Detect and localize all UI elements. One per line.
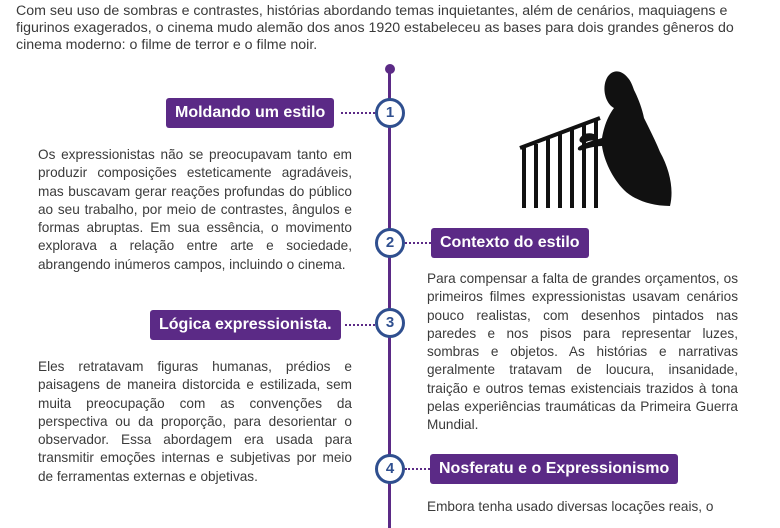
section-1-connector — [341, 112, 375, 114]
section-2-title: Contexto do estilo — [431, 228, 589, 258]
nosferatu-silhouette-illustration — [510, 60, 690, 210]
section-4-marker: 4 — [375, 454, 405, 484]
section-1-title: Moldando um estilo — [166, 98, 334, 128]
section-2-connector — [405, 242, 431, 244]
section-3-connector — [345, 324, 375, 326]
section-1-marker: 1 — [375, 98, 405, 128]
section-4-title: Nosferatu e o Expressionismo — [430, 454, 678, 484]
section-2-text: Para compensar a falta de grandes orçamentos, os primeiros filmes expressionistas usavam cenários pouco realistas, com desenhos pintados nas paredes e nos pisos para representar luzes, sombras e objetos. As histórias e narrativas geralmente tratavam de loucura, insanidade, traição e outros temas existenciais trazidos à tona pelas experiências traumáticas da Primeira Guerra Mundial. — [427, 271, 738, 433]
section-1-text: Os expressionistas não se preocupavam tanto em produzir composições esteticamente agradáveis, mas buscavam gerar reações profundas do público ao seu trabalho, por meio de contrastes, ângulos e formas abruptas. Em sua essência, o movimento explorava a relação entre arte e sociedade, abrangendo inúmeros campos, incluindo o cinema. — [38, 147, 352, 272]
section-4-connector — [405, 468, 430, 470]
section-4-text: Embora tenha usado diversas locações reais, o — [427, 499, 714, 514]
section-3-text: Eles retratavam figuras humanas, prédios e paisagens de maneira distorcida e estilizada, sem muita preocupação com as convenções da perspectiva ou da proporção, para desorientar o observador. Essa abordagem era usada para transmitir emoções internas e subjetivas por meio de ferramentas externas e objetivas. — [38, 359, 352, 484]
timeline-start-dot — [385, 64, 395, 74]
section-3-title: Lógica expressionista. — [150, 310, 341, 340]
intro-paragraph: Com seu uso de sombras e contrastes, histórias abordando temas inquietantes, além de cenários, maquiagens e figurinos exagerados, o cinema mudo alemão dos anos 1920 estabeleceu as bases para dois grandes gêneros do cinema moderno: o filme de terror e o filme noir. — [16, 3, 734, 53]
section-2-marker: 2 — [375, 228, 405, 258]
section-3-marker: 3 — [375, 308, 405, 338]
